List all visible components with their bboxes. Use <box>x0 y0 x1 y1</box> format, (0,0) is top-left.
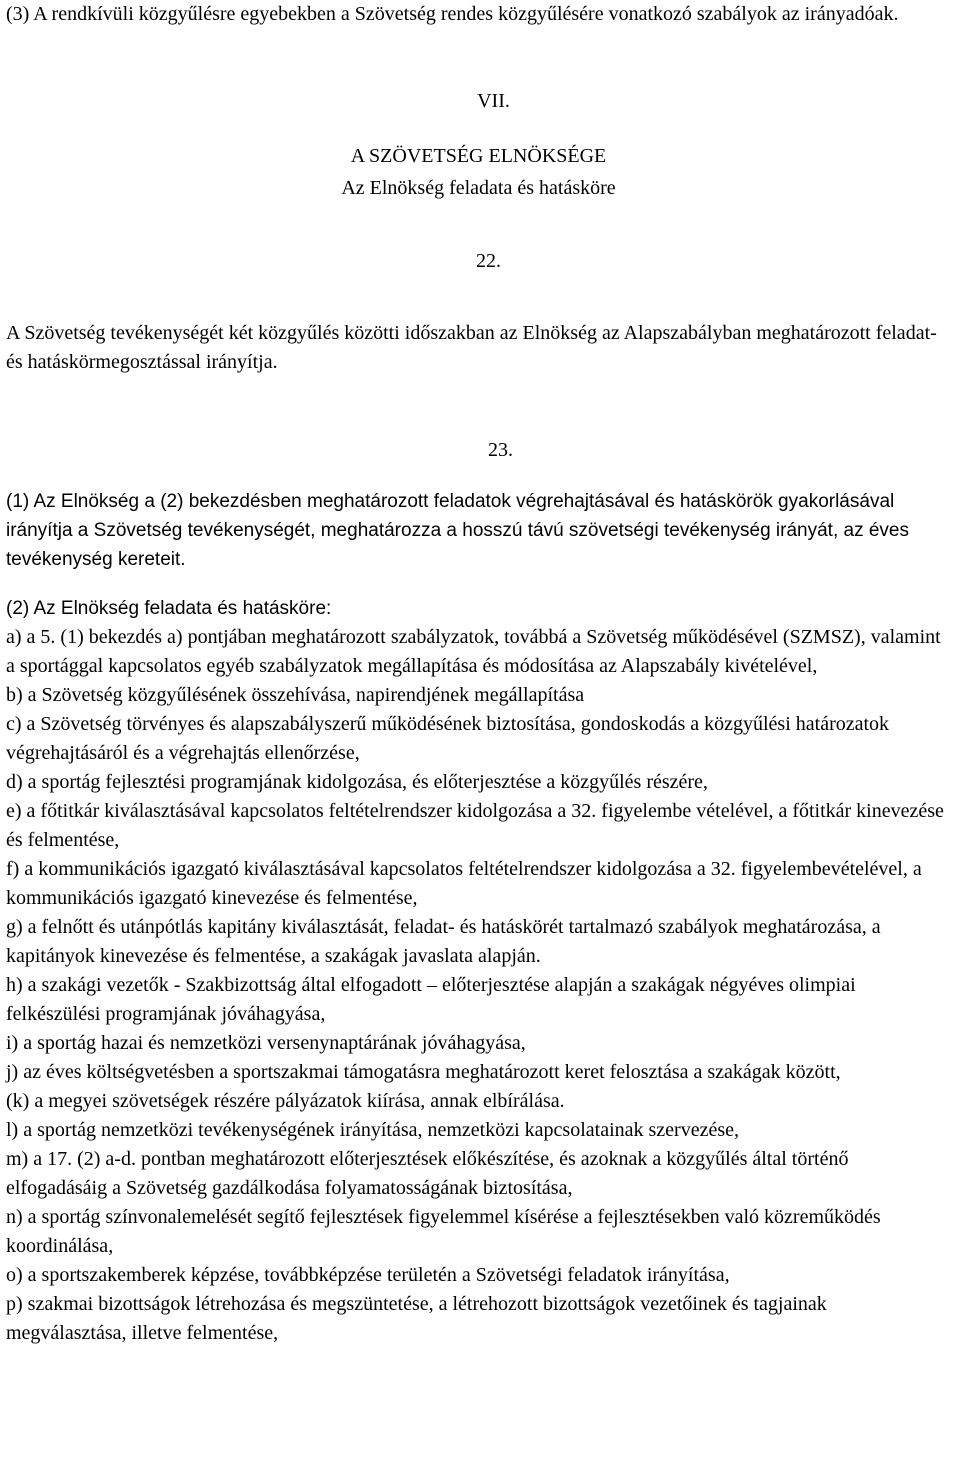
list-item: m) a 17. (2) a-d. pontban meghatározott előterjesztések előkészítése, és azoknak a közgyűlés által történő elfogadásáig a Szövetség gazdálkodása folyamatosságának biztosítása, <box>6 1148 849 1199</box>
chapter-number: VII. <box>477 90 510 112</box>
chapter-subtitle: Az Elnökség feladata és hatásköre <box>341 177 616 199</box>
list-item: g) a felnőtt és utánpótlás kapitány kiválasztását, feladat- és hatáskörét tartalmazó szabályok meghatározása, a kapitányok kinevezése és felmentése, a szakágak javaslata alapján. <box>6 916 881 967</box>
chapter-title: A SZÖVETSÉG ELNÖKSÉGE <box>350 145 607 167</box>
list-item: d) a sportág fejlesztési programjának kidolgozása, és előterjesztése a közgyűlés részére, <box>6 771 708 793</box>
section-22-number: 22. <box>476 250 501 272</box>
list-item: n) a sportág színvonalemelését segítő fejlesztések figyelemmel kísérése a fejlesztésekben való közreműködés koordinálása, <box>6 1206 881 1257</box>
section-22-text: A Szövetség tevékenységét két közgyűlés közötti időszakban az Elnökség az Alapszabályban meghatározott feladat- és hatáskörmegosztással irányítja. <box>6 322 937 373</box>
top-paragraph: (3) A rendkívüli közgyűlésre egyebekben a Szövetség rendes közgyűlésére vonatkozó szabályok az irányadóak. <box>6 3 899 25</box>
list-item: c) a Szövetség törvényes és alapszabályszerű működésének biztosítása, gondoskodás a közgyűlési határozatok végrehajtásáról és a végrehajtás ellenőrzése, <box>6 713 890 764</box>
document-page <box>6 0 951 1348</box>
list-item: (k) a megyei szövetségek részére pályázatok kiírása, annak elbírálása. <box>6 1090 565 1112</box>
list-item: h) a szakági vezetők - Szakbizottság által elfogadott – előterjesztése alapján a szakágak négyéves olimpiai felkészülési programjának jóváhagyása, <box>6 974 856 1025</box>
list-item: j) az éves költségvetésben a sportszakmai támogatásra meghatározott keret felosztása a szakágak között, <box>6 1061 841 1083</box>
list-item: i) a sportág hazai és nemzetközi versenynaptárának jóváhagyása, <box>6 1032 526 1054</box>
list-item: p) szakmai bizottságok létrehozása és megszüntetése, a létrehozott bizottságok vezetőinek és tagjainak megválasztása, illetve felmentése, <box>6 1293 827 1344</box>
section-23-number: 23. <box>488 439 513 461</box>
section-23-paragraph-2-heading: (2) Az Elnökség feladata és hatásköre: <box>6 598 332 619</box>
list-item: b) a Szövetség közgyűlésének összehívása, napirendjének megállapítása <box>6 684 585 706</box>
section-23-paragraph-1: (1) Az Elnökség a (2) bekezdésben meghatározott feladatok végrehajtásával és hatáskörök gyakorlásával irányítja a Szövetség tevékenységét, meghatározza a hosszú távú szövetségi tevékenység irányát, az éves tevékenység kereteit. <box>6 491 910 570</box>
list-item: a) a 5. (1) bekezdés a) pontjában meghatározott szabályzatok, továbbá a Szövetség működésével (SZMSZ), valamint a sportággal kapcsolatos egyéb szabályzatok megállapítása és módosítása az Alapszabály kivételével, <box>6 626 941 677</box>
section-23-item-list <box>6 623 951 1348</box>
list-item: o) a sportszakemberek képzése, továbbképzése területén a Szövetségi feladatok irányítása, <box>6 1264 730 1286</box>
chapter-heading <box>6 87 951 203</box>
list-item: l) a sportág nemzetközi tevékenységének irányítása, nemzetközi kapcsolatainak szervezése, <box>6 1119 739 1141</box>
list-item: f) a kommunikációs igazgató kiválasztásával kapcsolatos feltételrendszer kidolgozása a 32. figyelembevételével, a kommunikációs igazgató kinevezése és felmentése, <box>6 858 922 909</box>
list-item: e) a főtitkár kiválasztásával kapcsolatos feltételrendszer kidolgozása a 32. figyelembe vételével, a főtitkár kinevezése és felmentése, <box>6 800 944 851</box>
